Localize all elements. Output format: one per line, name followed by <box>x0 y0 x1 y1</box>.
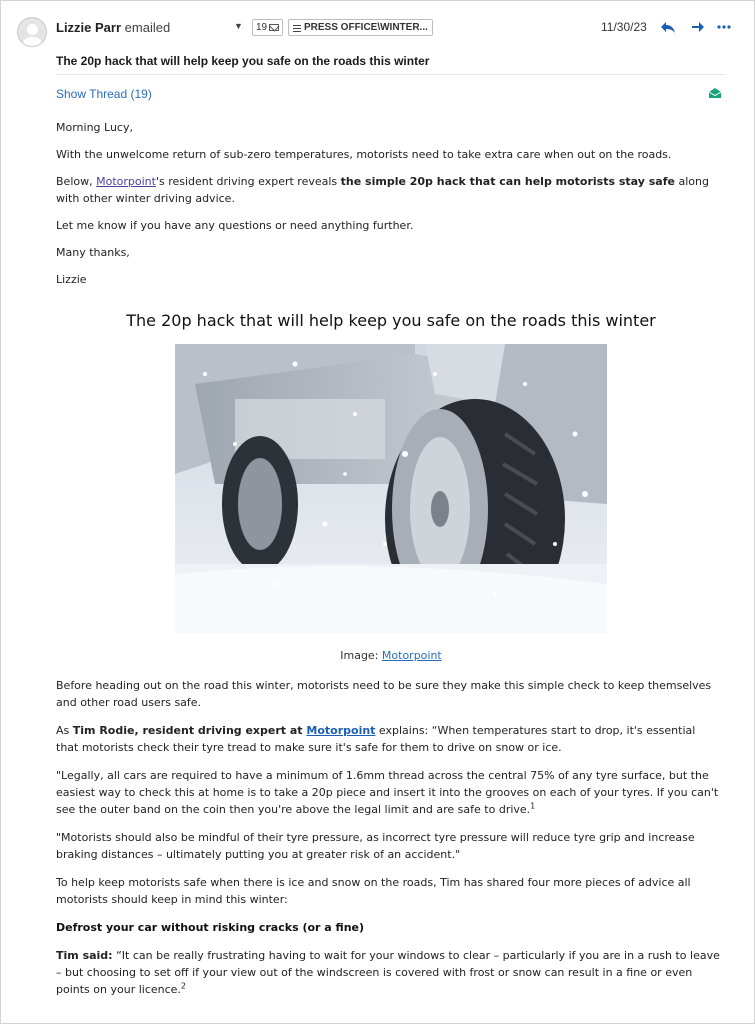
signature-name: Lizzie <box>56 273 87 286</box>
thread-count: 19 <box>256 22 268 33</box>
sender-name[interactable]: Lizzie Parr <box>56 20 122 35</box>
forward-button[interactable] <box>689 18 707 36</box>
body-paragraph: With the unwelcome return of sub-zero temperatures, motorists need to take extra care when out on the roads. <box>56 148 672 161</box>
thread-count-badge[interactable] <box>252 19 283 36</box>
email-date: 11/30/23 <box>601 20 647 34</box>
body-paragraph: Let me know if you have any questions or need anything further. <box>56 219 414 232</box>
more-button[interactable] <box>715 18 733 36</box>
email-subject: The 20p hack that will help keep you safe on the roads this winter <box>56 54 430 68</box>
caption-link[interactable]: Motorpoint <box>381 649 442 662</box>
folder-name: PRESS OFFICE\WINTER... <box>304 22 428 33</box>
folder-badge[interactable] <box>288 19 433 36</box>
article-paragraph: "Motorists should also be mindful of their tyre pressure, as incorrect tyre pressure will reduce tyre grip and increase braking distances – ultimately putting you at greater risk of an accident." <box>56 831 695 861</box>
hero-image <box>175 344 607 633</box>
article-paragraph: Tim said: “It can be really frustrating having to wait for your windows to clear – particularly if you are in a rush to leave – but choosing to set off if your view out of the windscreen is covered with frost or snow can result in a fine or even points on your licence.$^2$ <box>56 949 720 996</box>
article-paragraph: As Tim Rodie, resident driving expert at Motorpoint explains: “When temperatures start to drop, it's essential that motorists check their tyre tread to make sure it's safe for them to drive on snow or ice. <box>56 724 696 754</box>
divider <box>56 74 726 75</box>
signoff: Many thanks, <box>56 246 130 259</box>
greeting: Morning Lucy, <box>56 121 133 134</box>
motorpoint-link[interactable]: Motorpoint <box>96 175 156 188</box>
sender-verb: emailed <box>124 20 171 35</box>
body-paragraph: Below, Motorpoint's resident driving expert reveals the simple 20p hack that can help motorists stay safe along with other winter driving advice. <box>56 175 709 205</box>
avatar[interactable] <box>17 17 47 47</box>
image-caption: Image: Motorpoint <box>340 649 442 662</box>
chevron-down-icon[interactable]: ▼ <box>234 21 243 31</box>
list-icon <box>293 24 301 32</box>
article-paragraph: Before heading out on the road this winter, motorists need to be sure they make this simple check to keep themselves and other road users safe. <box>56 679 712 709</box>
article-title: The 20p hack that will help keep you safe on the roads this winter <box>126 311 656 330</box>
article-body <box>56 677 721 1009</box>
reply-icon <box>660 20 676 34</box>
sender-line <box>56 20 170 35</box>
article-subheading: Defrost your car without risking cracks (or a fine) <box>56 921 365 934</box>
article-paragraph: "Legally, all cars are required to have a minimum of 1.6mm thread across the central 75% of any tyre surface, but the easiest way to check this at home is to take a 20p piece and insert it into the grooves on each of your tyres. If you can't see the outer band on the coin then you're above the legal limit and are safe to drive.$^1$ <box>56 769 719 816</box>
show-thread-link[interactable]: Show Thread (19) <box>56 87 152 101</box>
email-body <box>56 119 721 298</box>
envelope-icon <box>269 24 279 31</box>
reply-button[interactable] <box>659 18 677 36</box>
open-envelope-icon[interactable] <box>708 87 722 99</box>
motorpoint-link[interactable]: Motorpoint <box>306 724 376 737</box>
article-paragraph: To help keep motorists safe when there is ice and snow on the roads, Tim has shared four more pieces of advice all motorists should keep in mind this winter: <box>56 876 691 906</box>
forward-icon <box>691 21 705 33</box>
more-icon <box>717 24 731 30</box>
